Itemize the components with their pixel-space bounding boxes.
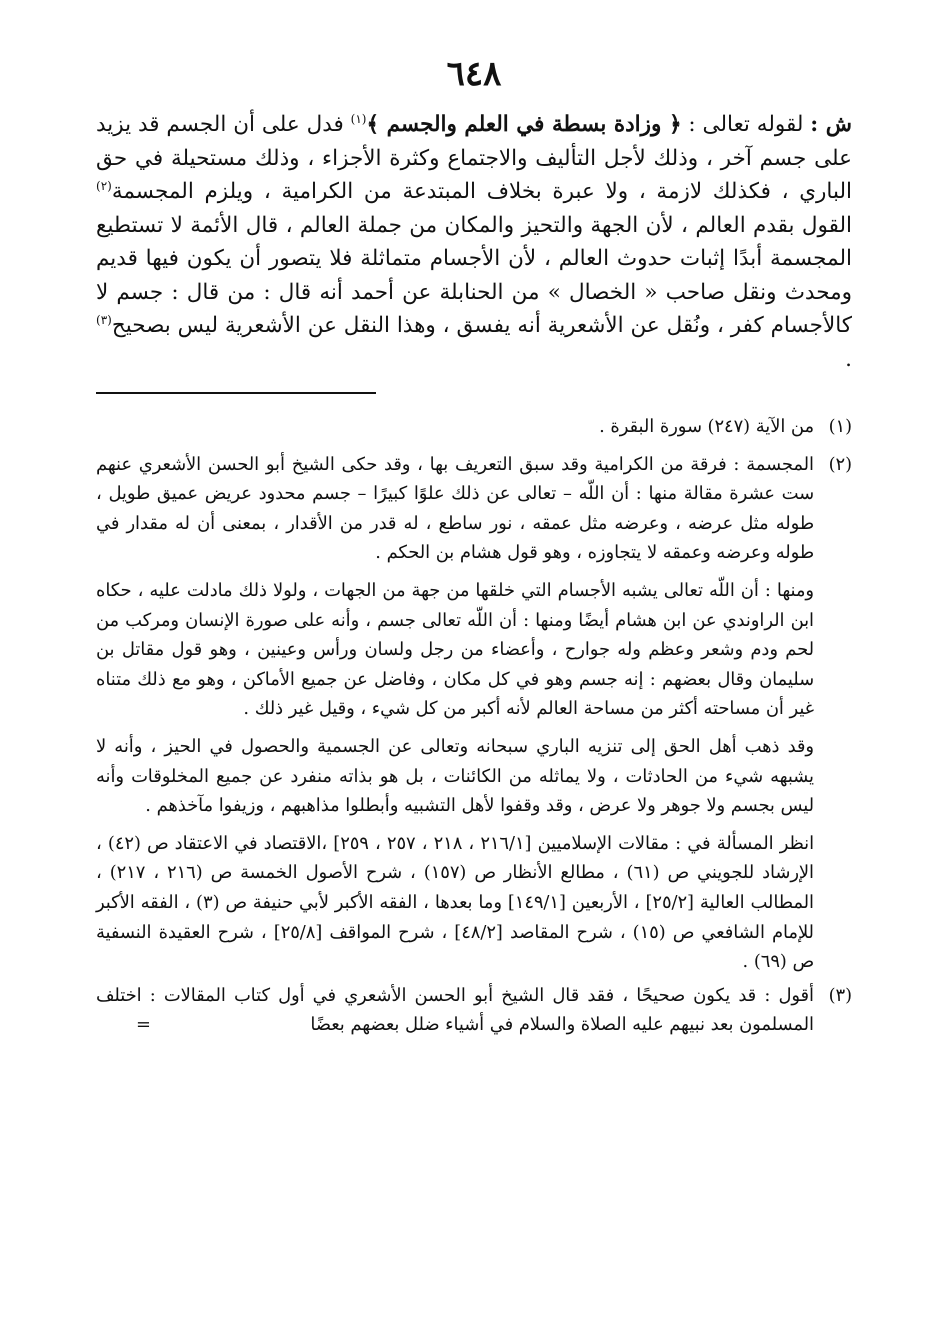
footnote-paragraph: وقد ذهب أهل الحق إلى تنزيه الباري سبحانه وتعالى عن الجسمية والحصول في الحيز ، وأنه لا يشبهه شيء من الحادثات ، ولا يماثله من الكائنات ، بل هو بذاته منفرد عن جميع المخلوقات وأنه ليس بجسم ولا جوهر ولا عرض ، وقد وقفوا لأهل التشبيه وأبطلوا مذاهبهم ، وزيفوا مآخذهم .	[96, 735, 814, 817]
page-number: ٦٤٨	[446, 54, 502, 94]
footnote-3	[96, 981, 852, 1040]
footnote-number: (٣)	[828, 984, 852, 1006]
footnote-paragraph: المجسمة : فرقة من الكرامية وقد سبق التعريف بها ، وقد حكى الشيخ أبو الحسن الأشعري عنهم ست عشرة مقالة منها : أن اللّه – تعالى عن ذلك علوًا كبيرًا – جسم محدود عريض عميق طويل ، طوله مثل عرضه ، وعرضه مثل عمقه ، نور ساطع ، له قدر من الأقدار ، بمعنى أن له مقدار في طوله وعرضه وعمقه لا يتجاوزه ، وهو قول هشام بن الحكم .	[96, 453, 814, 564]
footnote-ref-3: (٣)	[96, 312, 112, 327]
quran-verse: ﴿ وزادة بسطة في العلم والجسم ﴾	[366, 112, 682, 137]
main-text-part-1: فدل على أن الجسم قد يزيد على جسم آخر ، وذلك لأجل التأليف والاجتماع وكثرة الأجزاء ، وذلك مستحيلة في حق الباري ، فكذلك لازمة ، ولا عبرة بخلاف المبتدعة من الكرامية ، ويلزم المجسمة	[96, 112, 852, 204]
footnote-paragraph: ومنها : أن اللّه تعالى يشبه الأجسام التي خلقها من جهة من الجهات ، ولولا ذلك مادلت عليه ، حكاه ابن الراوندي عن ابن هشام أيضًا ومنها : أن اللّه تعالى جسم ، وأنه على صورة الإنسان ومركب من لحم ودم وشعر وعظم وله جوارح ، وأعضاء من رجل ولسان ورأس وعينين ، وهو قول مقاتل بن سليمان وقال بعضهم : إنه جسم وهو في كل مكان ، وفاضل عن جميع الأماكن ، وهو مع ذلك متناه غير أن مساحته أكثر من مساحة العالم لأنه أكبر من كل شيء ، وقيل غير ذلك .	[96, 579, 814, 720]
footnote-ref-2: (٢)	[96, 178, 112, 193]
footnote-paragraph	[96, 981, 814, 1040]
footnote-paragraph: من الآية (٢٤٧) سورة البقرة .	[599, 416, 814, 437]
main-text	[96, 108, 852, 376]
footnote-paragraph: انظر المسألة في : مقالات الإسلاميين [٢١٦/١ ، ٢١٨ ، ٢٥٧ ، ٢٥٩] ،الاقتصاد في الاعتقاد ص (٤٢) ، الإرشاد للجويني ص (٦١) ، مطالع الأنظار ص (١٥٧) ، شرح الأصول الخمسة ص (٢١٦ ، ٢١٧) ، المطالب العالية [٢٥/٢] ، الأربعين [١٤٩/١] وما بعدها ، الفقه الأكبر لأبي حنيفة ص (٣) ، الفقه الأكبر للإمام الشافعي ص (١٥) ، شرح المقاصد [٤٨/٢] ، شرح المواقف [٢٥/٨] ، شرح العقيدة النسفية ص (٦٩) .	[96, 832, 815, 973]
footnote-number: (٢)	[828, 453, 852, 475]
footnote-separator	[96, 392, 376, 394]
main-text-part-2: القول بقدم العالم ، لأن الجهة والتحيز والمكان من جملة العالم ، قال الأئمة لا تستطيع المجسمة أبدًا إثبات حدوث العالم ، لأن الأجسام متماثلة فلا يتصور أن يكون فيها قديم ومحدث ونقل صاحب « الخصال » من الحنابلة عن أحمد أنه قال : من قال : جسم لا كالأجسام كفر ، ونُقل عن الأشعرية أنه يفسق ، وهذا النقل عن الأشعرية ليس بصحيح	[96, 212, 852, 338]
footnote-text: أقول : قد يكون صحيحًا ، فقد قال الشيخ أبو الحسن الأشعري في أول كتاب المقالات : اختلف المسلمون بعد نبيهم عليه الصلاة والسلام في أشياء ضلل بعضهم بعضًا	[96, 984, 814, 1036]
footnote-1	[96, 412, 852, 442]
main-text-end: .	[845, 346, 852, 372]
footnote-2	[96, 450, 852, 981]
continuation-mark: =	[136, 1014, 151, 1036]
footnote-body	[96, 981, 814, 1040]
commentary-marker: ش :	[810, 112, 853, 137]
footnotes	[96, 412, 852, 1040]
footnote-ref-1: (١)	[350, 111, 367, 126]
main-text-intro: لقوله تعالى :	[681, 112, 811, 137]
footnote-number: (١)	[828, 416, 852, 437]
footnote-body	[96, 412, 814, 442]
footnote-body	[96, 450, 814, 981]
